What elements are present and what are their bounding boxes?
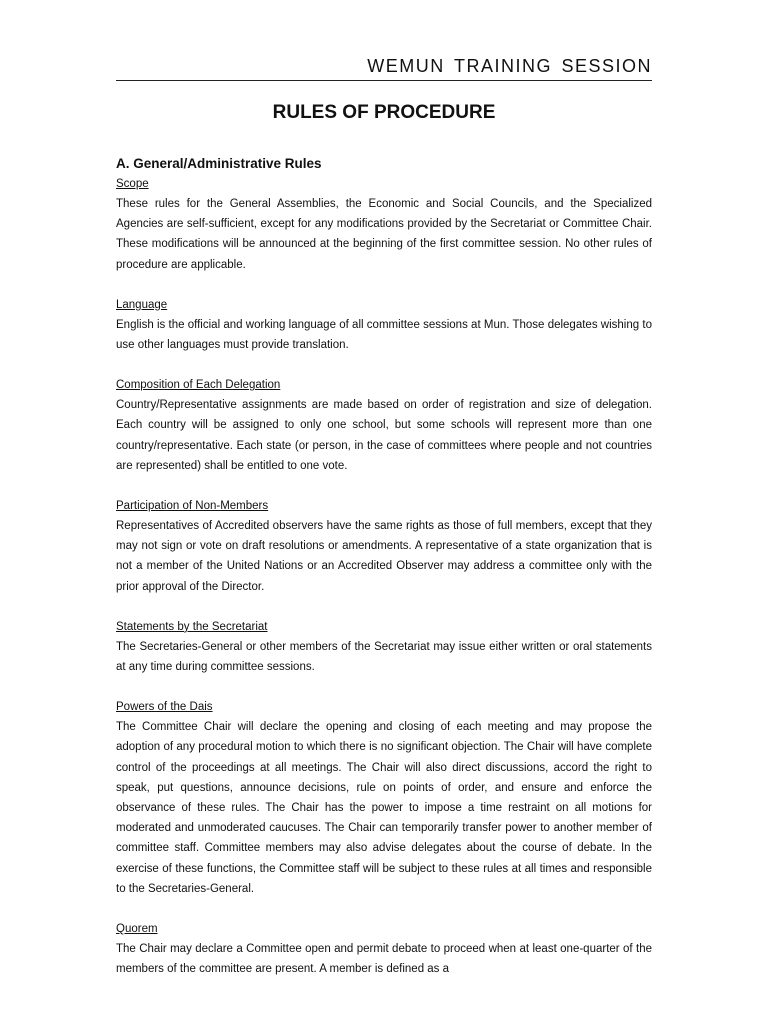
section-a-heading: A. General/Administrative Rules (116, 156, 322, 171)
document-body (116, 154, 652, 979)
dais-text: The Committee Chair will declare the opening and closing of each meeting and may propose the adoption of any procedural motion to which there is no significant objection. The Chair will have complete control of the proceedings at all meetings. The Chair will also direct discussions, accord the right to speak, put questions, announce decisions, rule on points of order, and ensure and enforce the observance of these rules. The Chair has the power to impose a time restraint on all motions for moderated and unmoderated caucuses. The Chair can temporarily transfer power to another member of committee staff. Committee members may also advise delegates about the course of debate. In the exercise of these functions, the Committee staff will be subject to these rules at all times and responsible to the Secretaries-General. (116, 721, 652, 895)
page-header (116, 54, 652, 81)
header-title: WEMUN TRAINING SESSION (367, 56, 652, 76)
scope-heading: Scope (116, 178, 149, 190)
quorem-heading: Quorem (116, 923, 158, 936)
language-text: English is the official and working language of all committee sessions at Mun. Those delegates wishing to use other languages must provide translation. (116, 318, 652, 352)
non-members-heading: Participation of Non-Members (116, 500, 269, 513)
dais-heading: Powers of the Dais (116, 701, 213, 714)
non-members-text: Representatives of Accredited observers have the same rights as those of full members, except that they may not sign or vote on draft resolutions or amendments. A representative of a state organization that is not a member of the United Nations or an Accredited Observer may address a committee only with the prior approval of the Director. (116, 520, 652, 593)
secretariat-heading: Statements by the Secretariat (116, 620, 268, 633)
quorem-text: The Chair may declare a Committee open and permit debate to proceed when at least one-quarter of the members of the committee are present. A member is defined as a (116, 943, 652, 976)
composition-text: Country/Representative assignments are made based on order of registration and size of delegation. Each country will be assigned to only one school, but some schools will represent more than one country/representative. Each state (or person, in the case of committees where people and not countries are represented) shall be entitled to one vote. (116, 399, 652, 472)
language-heading: Language (116, 298, 168, 311)
scope-text: These rules for the General Assemblies, the Economic and Social Councils, and the Specialized Agencies are self-sufficient, except for any modifications provided by the Secretariat or Committee Chair. These modifications will be announced at the beginning of the first committee session. No other rules of procedure are applicable. (116, 198, 652, 271)
secretariat-text: The Secretaries-General or other members of the Secretariat may issue either written or oral statements at any time during committee sessions. (116, 640, 652, 674)
document-title: RULES OF PROCEDURE (272, 102, 496, 123)
composition-heading: Composition of Each Delegation (116, 379, 281, 392)
